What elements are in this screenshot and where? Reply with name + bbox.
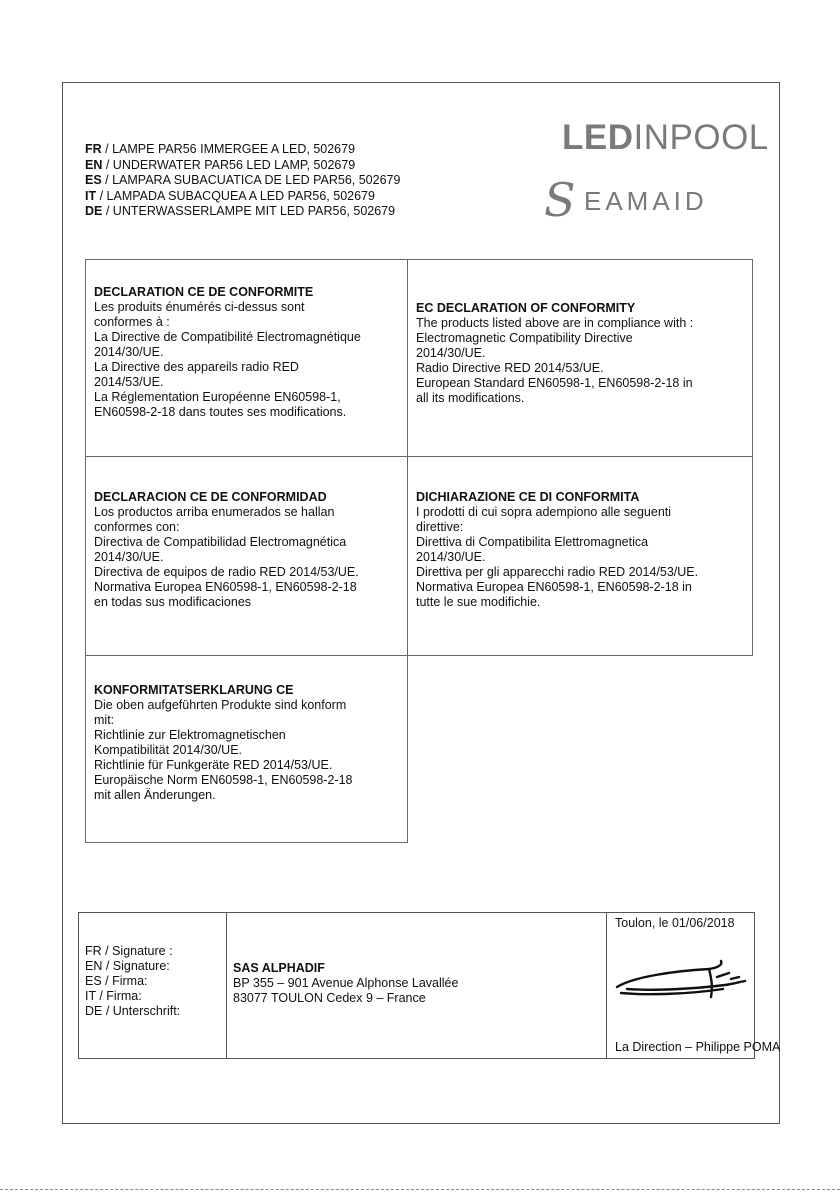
declaration-line: EN60598-2-18 dans toutes ses modifications. — [94, 405, 347, 419]
declaration-line: Die oben aufgeführten Produkte sind konform — [94, 698, 347, 712]
ledinpool-logo-bold: LED — [562, 118, 634, 157]
signature-label: IT / Firma: — [85, 989, 142, 1003]
declaration-it — [407, 456, 753, 656]
lang-code: IT — [85, 188, 97, 203]
declaration-en — [407, 259, 753, 457]
company-name: SAS ALPHADIF — [233, 961, 325, 975]
declaration-line: I prodotti di cui sopra adempiono alle seguenti — [416, 505, 672, 519]
declaration-line: Direttiva di Compatibilita Elettromagnetica — [416, 535, 649, 549]
declaration-line: 2014/30/UE. — [94, 345, 164, 359]
declaration-line: conformes à : — [94, 315, 170, 329]
declaration-line: mit: — [94, 713, 115, 727]
product-text: / UNDERWATER PAR56 LED LAMP, 502679 — [102, 157, 356, 172]
signature-label: DE / Unterschrift: — [85, 1004, 181, 1018]
declaration-line: mit allen Änderungen. — [94, 788, 216, 802]
signature-label: ES / Firma: — [85, 974, 148, 988]
seamaid-logo — [544, 172, 754, 222]
product-text: / LAMPARA SUBACUATICA DE LED PAR56, 502679 — [101, 173, 401, 187]
product-line-en — [85, 158, 400, 174]
declaration-line: European Standard EN60598-1, EN60598-2-18 in — [416, 376, 693, 390]
place-date: Toulon, le 01/06/2018 — [615, 916, 735, 930]
declaration-line: Normativa Europea EN60598-1, EN60598-2-18 — [94, 580, 357, 594]
declaration-line: Radio Directive RED 2014/53/UE. — [416, 361, 604, 375]
product-list — [85, 142, 400, 220]
handwritten-signature-icon — [613, 949, 753, 1009]
declaration-title: DICHIARAZIONE CE DI CONFORMITA — [416, 490, 640, 504]
lang-code: DE — [85, 204, 103, 218]
signature-block — [607, 913, 781, 1058]
product-line-fr — [85, 142, 400, 158]
declaration-line: Directiva de equipos de radio RED 2014/53/UE. — [94, 565, 359, 579]
declaration-line: La Directive de Compatibilité Electromagnétique — [94, 330, 361, 344]
signature-table — [78, 912, 781, 1059]
product-text: / LAMPADA SUBACQUEA A LED PAR56, 502679 — [96, 188, 375, 203]
declaration-line: all its modifications. — [416, 391, 525, 405]
declaration-es — [85, 456, 408, 656]
signature-labels — [79, 913, 227, 1058]
declaration-line: 2014/30/UE. — [416, 346, 486, 360]
declaration-line: 2014/30/UE. — [416, 550, 486, 564]
page-edge-divider — [0, 1189, 840, 1190]
declaration-line: Direttiva per gli apparecchi radio RED 2014/53/UE. — [416, 565, 699, 579]
company-address-line: BP 355 – 901 Avenue Alphonse Lavallée — [233, 976, 459, 990]
product-text: / UNTERWASSERLAMPE MIT LED PAR56, 502679 — [102, 204, 396, 218]
declaration-line: Electromagnetic Compatibility Directive — [416, 331, 633, 345]
declaration-fr — [85, 259, 408, 457]
declaration-line: Europäische Norm EN60598-1, EN60598-2-18 — [94, 773, 353, 787]
declaration-line: 2014/53/UE. — [94, 375, 164, 389]
declaration-line: La Directive des appareils radio RED — [94, 360, 299, 374]
declaration-de — [85, 655, 408, 843]
signature-label: FR / Signature : — [85, 944, 173, 958]
product-line-de — [85, 204, 400, 220]
declaration-title: DECLARACION CE DE CONFORMIDAD — [94, 490, 327, 504]
lang-code: EN — [85, 157, 103, 172]
declaration-line: Kompatibilität 2014/30/UE. — [94, 743, 243, 757]
declaration-line: conformes con: — [94, 520, 180, 534]
ledinpool-logo-light: INPOOL — [633, 118, 769, 157]
declaration-line: Directiva de Compatibilidad Electromagnética — [94, 535, 347, 549]
seamaid-logo-text: EAMAID — [584, 186, 708, 216]
product-line-it — [85, 189, 400, 205]
declaration-title: EC DECLARATION OF CONFORMITY — [416, 301, 636, 315]
lang-code: FR — [85, 142, 102, 156]
company-block — [227, 913, 607, 1058]
signatory: La Direction – Philippe POMA — [615, 1040, 781, 1054]
declaration-line: La Réglementation Européenne EN60598-1, — [94, 390, 341, 404]
declaration-line: Normativa Europea EN60598-1, EN60598-2-18 in — [416, 580, 692, 594]
product-line-es — [85, 173, 400, 189]
company-address-line: 83077 TOULON Cedex 9 – France — [233, 991, 426, 1005]
declaration-line: Richtlinie für Funkgeräte RED 2014/53/UE. — [94, 758, 333, 772]
declaration-line: 2014/30/UE. — [94, 550, 164, 564]
declaration-title: KONFORMITATSERKLARUNG CE — [94, 683, 294, 697]
product-text: / LAMPE PAR56 IMMERGEE A LED, 502679 — [101, 142, 356, 156]
declaration-line: Les produits énumérés ci-dessus sont — [94, 300, 305, 314]
declaration-line: direttive: — [416, 520, 464, 534]
declaration-line: Los productos arriba enumerados se hallan — [94, 505, 335, 519]
declaration-line: The products listed above are in compliance with : — [416, 316, 694, 330]
ledinpool-logo — [562, 118, 769, 158]
declaration-line: Richtlinie zur Elektromagnetischen — [94, 728, 286, 742]
signature-label: EN / Signature: — [85, 959, 170, 973]
lang-code: ES — [85, 173, 102, 187]
declaration-title: DECLARATION CE DE CONFORMITE — [94, 285, 314, 299]
seamaid-logo-initial: S — [544, 173, 576, 222]
declaration-line: tutte le sue modifichie. — [416, 595, 541, 609]
declaration-line: en todas sus modificaciones — [94, 595, 252, 609]
